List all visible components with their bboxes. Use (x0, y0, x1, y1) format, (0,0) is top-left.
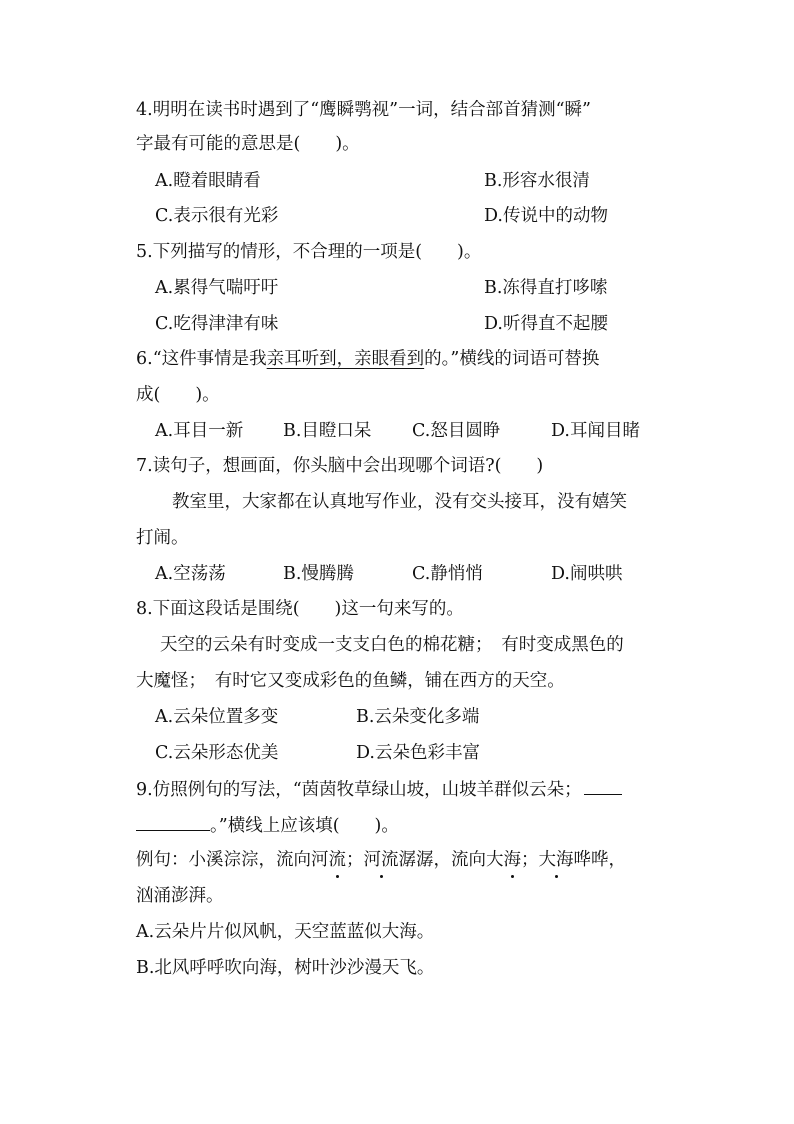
q6-stem-line2: 成( )。 (136, 385, 220, 405)
q8-option-b: B.云朵变化多端 (356, 707, 480, 727)
q9-example-dotted4: 大海 (538, 850, 574, 870)
q9-stem-text: 9.仿照例句的写法，“茵茵牧草绿山坡，山坡羊群似云朵； (136, 780, 582, 800)
q9-example-seg5: 哗哗， (573, 850, 626, 870)
q9-answer-blank-part2 (136, 812, 210, 831)
q7-passage-line2: 打闹。 (136, 528, 189, 548)
q4-stem-line2: 字最有可能的意思是( )。 (136, 134, 360, 154)
q9-example-seg4: ； (521, 850, 539, 870)
q8-option-c: C.云朵形态优美 (155, 743, 279, 763)
q7-option-a: A.空荡荡 (155, 564, 226, 584)
q4-option-c: C.表示很有光彩 (155, 206, 279, 226)
q9-answer-blank-part1 (584, 776, 622, 795)
q7-option-b: B.慢腾腾 (283, 564, 354, 584)
q9-stem-line1 (136, 776, 622, 802)
q9-example-line1 (136, 848, 626, 872)
q5-option-d: D.听得直不起腰 (484, 314, 608, 334)
q5-option-a: A.累得气喘吁吁 (155, 278, 279, 298)
q6-option-d: D.耳闻目睹 (551, 421, 640, 441)
q6-option-a: A.耳目一新 (155, 421, 244, 441)
q9-stem-line2 (136, 812, 399, 838)
q9-stem-line2-text: 。”横线上应该填( )。 (210, 816, 399, 836)
q6-option-b: B.目瞪口呆 (283, 421, 372, 441)
q9-example-seg2: ； (346, 850, 364, 870)
q8-option-a: A.云朵位置多变 (155, 707, 279, 727)
q4-option-d: D.传说中的动物 (484, 206, 608, 226)
q5-stem: 5.下列描写的情形，不合理的一项是( )。 (136, 242, 482, 262)
q9-example-line2: 汹涌澎湃。 (136, 886, 224, 906)
q7-option-c: C.静悄悄 (412, 564, 483, 584)
q4-option-a: A.瞪着眼睛看 (155, 171, 261, 191)
q7-option-d: D.闹哄哄 (551, 564, 623, 584)
q9-example-dotted3: 海 (503, 850, 521, 870)
q5-option-c: C.吃得津津有味 (155, 314, 279, 334)
q8-passage-line1: 天空的云朵有时变成一支支白色的棉花糖； 有时变成黑色的 (160, 635, 624, 655)
q7-stem: 7.读句子，想画面，你头脑中会出现哪个词语?( ) (136, 456, 544, 476)
q6-option-c: C.怒目圆睁 (412, 421, 501, 441)
q9-example-dotted2: 河流 (363, 850, 399, 870)
q4-option-b: B.形容水很清 (484, 171, 590, 191)
q9-option-a: A.云朵片片似风帆，天空蓝蓝似大海。 (136, 922, 435, 942)
q4-stem-line1: 4.明明在读书时遇到了“鹰瞬鹗视”一词，结合部首猜测“瞬” (136, 100, 591, 120)
q7-passage-line1: 教室里，大家都在认真地写作业，没有交头接耳，没有嬉笑 (172, 492, 627, 512)
q9-option-b: B.北风呼呼吹向海，树叶沙沙漫天飞。 (136, 958, 435, 978)
q6-underlined-phrase: 亲耳听到，亲眼看到 (266, 349, 425, 369)
q9-example-seg3: 潺潺，流向大 (398, 850, 504, 870)
q8-passage-line2: 大魔怪； 有时它又变成彩色的鱼鳞，铺在西方的天空。 (136, 671, 565, 691)
q9-example-seg1: 例句：小溪淙淙，流向河 (136, 850, 329, 870)
q8-stem: 8.下面这段话是围绕( )这一句来写的。 (136, 599, 464, 619)
q8-option-d: D.云朵色彩丰富 (356, 743, 480, 763)
q6-stem-line1 (136, 347, 599, 371)
q5-option-b: B.冻得直打哆嗦 (484, 278, 608, 298)
q9-example-dotted1: 流 (328, 850, 346, 870)
q6-stem-pre: 6.“这件事情是我 (136, 349, 267, 369)
q6-stem-post: 的。”横线的词语可替换 (424, 349, 600, 369)
